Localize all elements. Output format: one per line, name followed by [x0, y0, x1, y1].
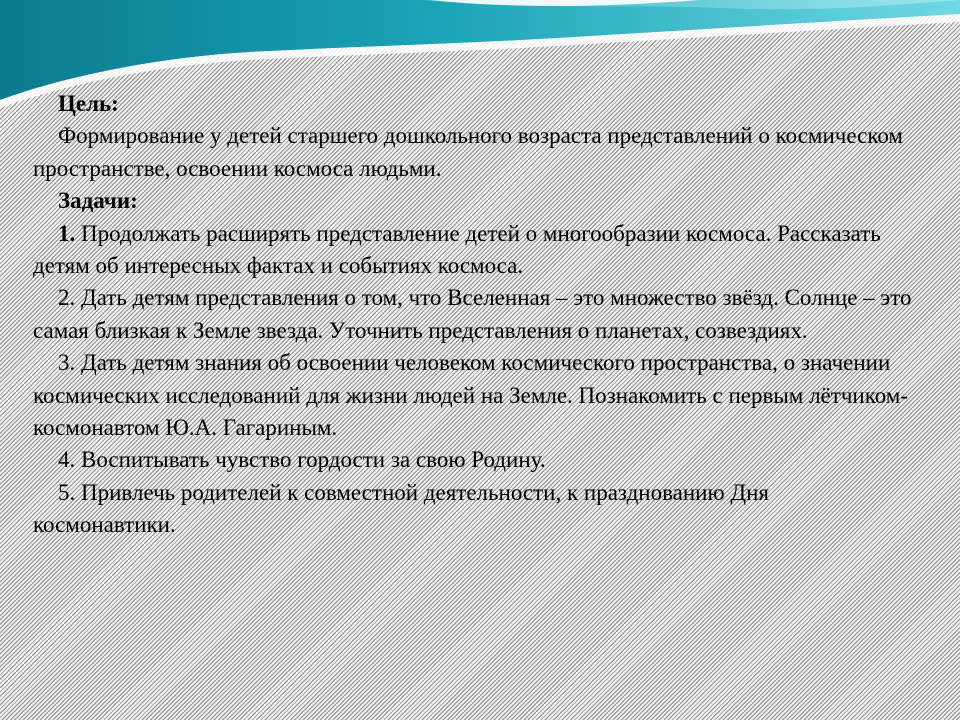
- task-number: 5.: [58, 479, 76, 505]
- task-number: 4.: [58, 447, 76, 473]
- goal-heading: Цель:: [58, 91, 119, 116]
- tasks-heading: Задачи:: [58, 188, 138, 214]
- task-text: Продолжать расширять представление детей о многообразии космоса. Рассказать детям об интересных фактах и событиях космоса.: [33, 220, 881, 279]
- task-item-5: [33, 477, 913, 542]
- task-text: Воспитывать чувство гордости за свою Родину.: [81, 447, 546, 473]
- task-number: 3.: [58, 350, 76, 376]
- task-item-3: [33, 347, 913, 444]
- task-number: 2.: [58, 285, 76, 311]
- task-text: Дать детям представления о том, что Вселенная – это множество звёзд. Солнце – это самая близкая к Земле звезда. Уточнить представления о планетах, созвездиях.: [33, 285, 912, 343]
- task-text: Привлечь родителей к совместной деятельности, к празднованию Дня космонавтики.: [33, 479, 769, 538]
- task-item-1: [33, 218, 913, 283]
- task-item-4: [33, 444, 913, 476]
- task-item-2: [33, 282, 913, 347]
- goal-text: Формирование у детей старшего дошкольного возраста представлений о космическом пространстве, освоении космоса людьми.: [33, 123, 903, 181]
- task-number: 1.: [58, 220, 76, 246]
- slide-content: [33, 88, 913, 542]
- task-text: Дать детям знания об освоении человеком космического пространства, о значении космических исследований для жизни людей на Земле. Познакомить с первым лётчиком-космонавтом Ю.А. Гагариным.: [33, 350, 908, 441]
